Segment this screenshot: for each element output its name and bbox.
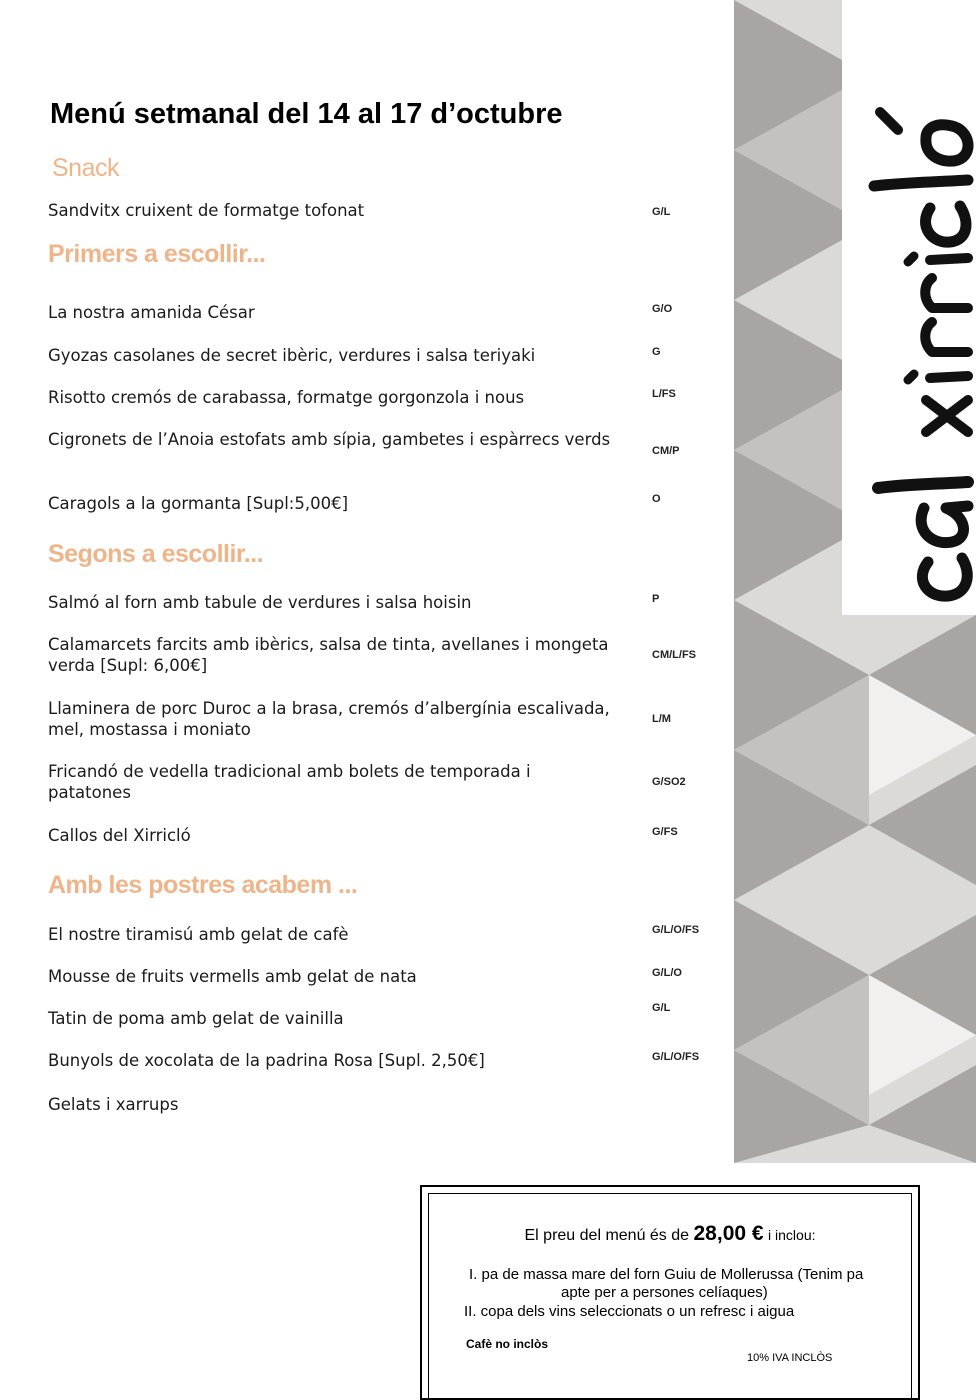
allergen-code: G/L/O/FS	[652, 924, 700, 936]
menu-item: Tatin de poma amb gelat de vainilla	[48, 1009, 344, 1028]
section-heading-primers: Primers a escollir...	[48, 240, 266, 268]
menu-item: La nostra amanida César	[48, 303, 255, 322]
price-suffix: i inclou:	[768, 1227, 816, 1243]
menu-title: Menú setmanal del 14 al 17 d’octubre	[50, 98, 563, 130]
menu-item: Sandvitx cruixent de formatge tofonat	[48, 201, 365, 220]
menu-item: Cigronets de l’Anoia estofats amb sípia, gambetes i espàrrecs verds	[48, 430, 611, 449]
menu-item: Bunyols de xocolata de la padrina Rosa [Supl. 2,50€]	[48, 1051, 485, 1070]
logo-panel	[842, 0, 976, 615]
menu-item: Salmó al forn amb tabule de verdures i salsa hoisin	[48, 593, 472, 612]
allergen-code: G/L/O/FS	[652, 1051, 700, 1063]
allergen-code: G/L	[652, 206, 671, 218]
section-heading-segons: Segons a escollir...	[48, 540, 264, 568]
coffee-note: Cafè no inclòs	[466, 1337, 549, 1351]
price-intro: El preu del menú és de	[524, 1227, 690, 1244]
allergen-code: G/L	[652, 1002, 671, 1014]
section-heading-snack: Snack	[52, 154, 119, 182]
allergen-code: P	[652, 593, 660, 605]
include-item-bread-cont: apte per a persones celíaques)	[561, 1284, 768, 1301]
section-heading-postres: Amb les postres acabem ...	[48, 871, 358, 899]
menu-price: 28,00 €	[693, 1222, 764, 1245]
allergen-code: G/FS	[652, 826, 678, 838]
menu-item: Llaminera de porc Duroc a la brasa, cremós d’albergínia escalivada, mel, mostassa i moniato	[48, 699, 610, 739]
allergen-code: G	[652, 346, 661, 358]
price-line	[429, 1222, 911, 1246]
menu-item: Mousse de fruits vermells amb gelat de nata	[48, 967, 417, 986]
allergen-code: CM/L/FS	[652, 649, 696, 661]
allergen-code: G/O	[652, 303, 673, 315]
menu-item: Fricandó de vedella tradicional amb bolets de temporada i patatones	[48, 762, 531, 802]
allergen-code: G/L/O	[652, 967, 682, 979]
include-item-wine: II. copa dels vins seleccionats o un refresc i aigua	[464, 1303, 795, 1320]
menu-item: Risotto cremós de carabassa, formatge gorgonzola i nous	[48, 388, 525, 407]
price-info-box	[420, 1185, 920, 1400]
menu-item: Calamarcets farcits amb ibèrics, salsa de tinta, avellanes i mongeta verda [Supl: 6,00€]	[48, 635, 609, 675]
cal-xirriclo-logo	[842, 0, 976, 615]
allergen-code: L/FS	[652, 388, 676, 400]
menu-item: Callos del Xirricló	[48, 826, 191, 845]
menu-item: Gyozas casolanes de secret ibèric, verdures i salsa teriyaki	[48, 346, 536, 365]
price-info-inner-border	[428, 1193, 912, 1398]
menu-item: Gelats i xarrups	[48, 1095, 179, 1114]
menu-item: Caragols a la gormanta [Supl:5,00€]	[48, 494, 349, 513]
menu-item: El nostre tiramisú amb gelat de cafè	[48, 925, 349, 944]
vat-note: 10% IVA INCLÒS	[747, 1352, 833, 1364]
allergen-code: L/M	[652, 713, 671, 725]
include-item-bread: I. pa de massa mare del forn Guiu de Mollerussa (Tenim pa	[469, 1266, 864, 1283]
allergen-code: CM/P	[652, 445, 680, 457]
allergen-code: O	[652, 493, 661, 505]
allergen-code: G/SO2	[652, 776, 686, 788]
